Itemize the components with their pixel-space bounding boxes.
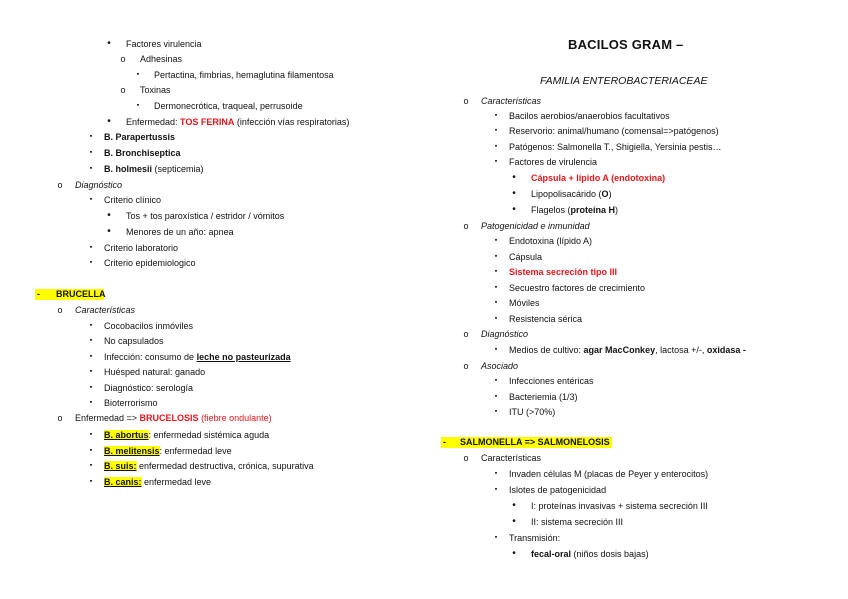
page-subtitle: FAMILIA ENTEROBACTERIACEAE [540, 75, 708, 87]
page-title: BACILOS GRAM – [568, 37, 684, 52]
list-item-text: Criterio clínico [104, 195, 162, 205]
circle-marker: o [463, 221, 469, 231]
section-heading-text: BRUCELLA [56, 289, 106, 299]
square-marker: ▪ [494, 534, 498, 541]
circle-marker: o [57, 305, 63, 315]
square-marker: ▪ [494, 127, 498, 134]
list-item-text: Resistencia sérica [509, 314, 583, 324]
list-item-text: B. melitensis: enfermedad leve [104, 446, 232, 456]
list-item-text: Invaden células M (placas de Peyer y enterocitos) [509, 469, 709, 479]
list-item-text: Menores de un año: apnea [126, 227, 234, 237]
bullet-marker: • [107, 38, 111, 49]
list-item-text: Endotoxina (lípido A) [509, 236, 593, 246]
square-marker: ▪ [89, 133, 93, 140]
list-item-text: Diagnóstico: serología [104, 383, 194, 393]
circle-marker: o [463, 96, 469, 106]
list-item-text: Características [75, 305, 136, 315]
list-item-text: B. suis: enfermedad destructiva, crónica, supurativa [104, 461, 314, 471]
section-heading-text: SALMONELLA => SALMONELOSIS [460, 437, 610, 447]
square-marker: ▪ [494, 408, 498, 415]
square-marker: ▪ [494, 237, 498, 244]
list-item-text: Criterio laboratorio [104, 243, 179, 253]
list-item-text: Enfermedad: TOS FERINA (infección vías respiratorias) [126, 117, 350, 127]
list-item-text: Dermonecrótica, traqueal, perrusoide [154, 101, 303, 111]
circle-marker: o [57, 413, 63, 423]
square-marker: ▪ [494, 470, 498, 477]
list-item-text: Patogenicidad e inmunidad [481, 221, 590, 231]
square-marker: ▪ [494, 253, 498, 260]
bullet-marker: • [512, 516, 516, 527]
list-item-text: Islotes de patogenicidad [509, 485, 607, 495]
list-item-text: II: sistema secreción III [531, 517, 624, 527]
list-item-text: fecal-oral (niños dosis bajas) [531, 549, 649, 559]
list-item-text: Cápsula + lípido A (endotoxina) [531, 173, 666, 183]
list-item-text: Tos + tos paroxística / estridor / vómitos [126, 211, 285, 221]
square-marker: ▪ [89, 368, 93, 375]
square-marker: ▪ [494, 284, 498, 291]
bullet-marker: • [512, 188, 516, 199]
circle-marker: o [120, 54, 126, 64]
square-marker: ▪ [89, 447, 93, 454]
list-item-text: B. abortus: enfermedad sistémica aguda [104, 430, 270, 440]
list-item-text: Bacilos aerobios/anaerobios facultativos [509, 111, 670, 121]
square-marker: ▪ [89, 244, 93, 251]
list-item-text: Cápsula [509, 252, 543, 262]
list-item-text: Características [481, 96, 542, 106]
square-marker: ▪ [494, 346, 498, 353]
list-item-text: Transmisión: [509, 533, 561, 543]
square-marker: ▪ [89, 384, 93, 391]
list-item-text: No capsulados [104, 336, 164, 346]
list-item-text: Reservorio: animal/humano (comensal=>patógenos) [509, 126, 719, 136]
list-item-text: B. holmesii (septicemia) [104, 164, 204, 174]
list-item-text: B. canis: enfermedad leve [104, 477, 212, 487]
list-item-text: Enfermedad => BRUCELOSIS (fiebre ondulante) [75, 413, 272, 423]
list-item-text: B. Bronchiseptica [104, 148, 181, 158]
list-item-text: Medios de cultivo: agar MacConkey, lactosa +/-, oxidasa - [509, 345, 746, 355]
dash-marker: - [37, 289, 40, 299]
list-item-text: Adhesinas [140, 54, 183, 64]
bullet-marker: • [107, 226, 111, 237]
bullet-marker: • [512, 204, 516, 215]
list-item-text: B. Parapertussis [104, 132, 176, 142]
list-item-text: Infecciones entéricas [509, 376, 594, 386]
list-item-text: Sistema secreción tipo III [509, 267, 618, 277]
square-marker: ▪ [494, 377, 498, 384]
list-item-text: Toxinas [140, 85, 171, 95]
list-item-text: Patógenos: Salmonella T., Shigiella, Yersinia pestis… [509, 142, 722, 152]
square-marker: ▪ [89, 196, 93, 203]
square-marker: ▪ [136, 71, 140, 78]
list-item-text: Infección: consumo de leche no pasteurizada [104, 352, 291, 362]
square-marker: ▪ [494, 112, 498, 119]
list-item-text: Criterio epidemiologico [104, 258, 196, 268]
square-marker: ▪ [494, 158, 498, 165]
circle-marker: o [463, 361, 469, 371]
bullet-marker: • [512, 548, 516, 559]
square-marker: ▪ [494, 143, 498, 150]
circle-marker: o [120, 85, 126, 95]
square-marker: ▪ [89, 259, 93, 266]
square-marker: ▪ [89, 399, 93, 406]
list-item-text: Bacteriemia (1/3) [509, 392, 578, 402]
list-item-text: Pertactina, fimbrias, hemaglutina filamentosa [154, 70, 334, 80]
list-item-text: ITU (>70%) [509, 407, 556, 417]
square-marker: ▪ [89, 431, 93, 438]
square-marker: ▪ [89, 353, 93, 360]
square-marker: ▪ [89, 462, 93, 469]
square-marker: ▪ [89, 165, 93, 172]
square-marker: ▪ [89, 322, 93, 329]
list-item-text: Secuestro factores de crecimiento [509, 283, 646, 293]
list-item-text: Diagnóstico [481, 329, 529, 339]
list-item-text: Factores de virulencia [509, 157, 598, 167]
square-marker: ▪ [494, 268, 498, 275]
dash-marker: - [443, 437, 446, 447]
list-item-text: Cocobacilos inmóviles [104, 321, 194, 331]
list-item-text: Móviles [509, 298, 540, 308]
circle-marker: o [57, 180, 63, 190]
circle-marker: o [463, 329, 469, 339]
bullet-marker: • [107, 116, 111, 127]
list-item-text: Huésped natural: ganado [104, 367, 206, 377]
bullet-marker: • [512, 172, 516, 183]
square-marker: ▪ [136, 102, 140, 109]
list-item-text: Bioterrorismo [104, 398, 158, 408]
list-item-text: Lipopolisacárido (O) [531, 189, 612, 199]
square-marker: ▪ [494, 315, 498, 322]
square-marker: ▪ [494, 299, 498, 306]
square-marker: ▪ [89, 149, 93, 156]
list-item-text: I: proteínas invasivas + sistema secreción III [531, 501, 708, 511]
list-item-text: Asociado [481, 361, 519, 371]
list-item-text: Diagnóstico [75, 180, 123, 190]
square-marker: ▪ [89, 478, 93, 485]
list-item-text: Flagelos (proteína H) [531, 205, 619, 215]
square-marker: ▪ [89, 337, 93, 344]
square-marker: ▪ [494, 486, 498, 493]
bullet-marker: • [512, 500, 516, 511]
list-item-text: Características [481, 453, 542, 463]
list-item-text: Factores virulencia [126, 39, 202, 49]
square-marker: ▪ [494, 393, 498, 400]
bullet-marker: • [107, 210, 111, 221]
circle-marker: o [463, 453, 469, 463]
